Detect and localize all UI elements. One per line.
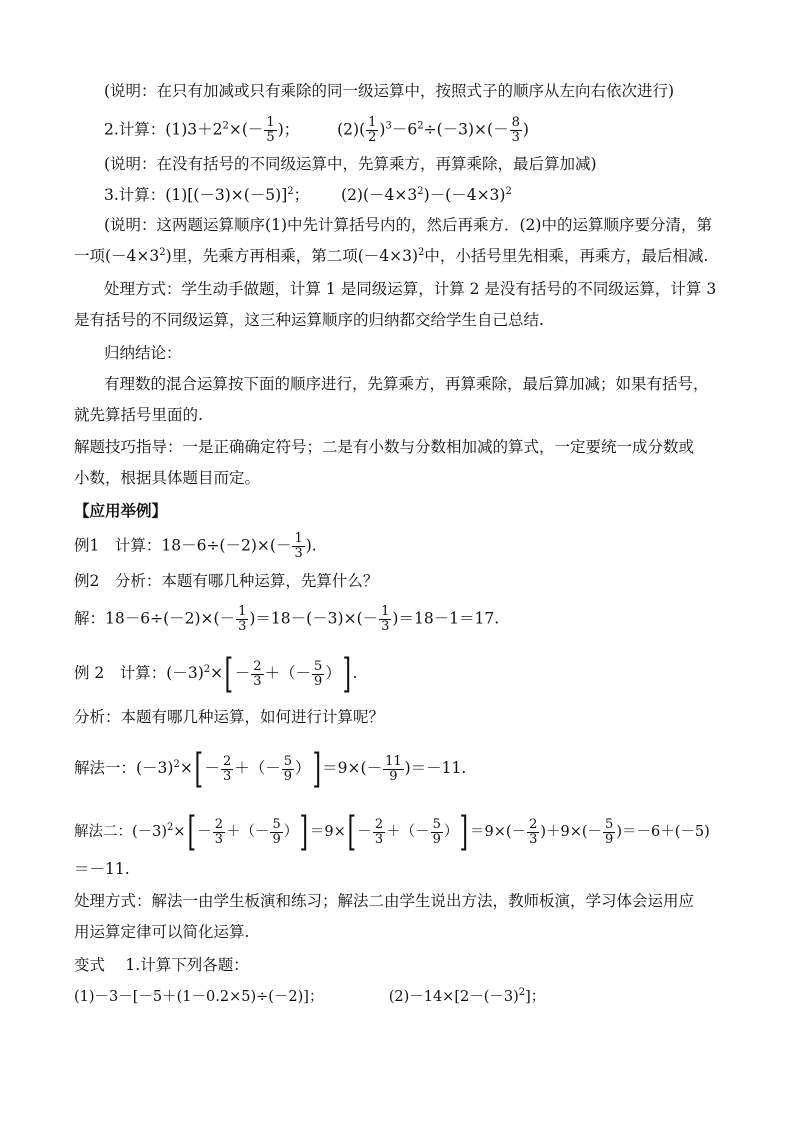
method-1: 解法一：$(-3)^2\times[-$ $\frac{2}{3}$ ＋（－ $\frac{5}{9}$ ）]＝9×(－ $\frac{11}{9}$ )＝－11. (74, 746, 467, 792)
right-bracket: ] (459, 809, 469, 855)
solution-1: 解：18－6÷(－2)×(－ $\frac{1}{3}$ )＝18－(－3)×(－ $\frac{1}{3}$ )＝18－1＝17. (74, 604, 500, 634)
fraction: $\frac{2}{3}$ (253, 658, 262, 689)
note-explanation-line2: 一项$(-4\times 3^2)$里，先乘方再相乘，第二项$(-4\times 3)^2$中，小括号里先相乘，再乘方，最后相减. (74, 247, 709, 265)
right-bracket: ] (342, 651, 351, 697)
fraction: $\frac{5}{9}$ (283, 753, 293, 784)
tips-line1: 解题技巧指导：一是正确确定符号；二是有小数与分数相加减的算式，一定要统一成分数或 (74, 438, 695, 456)
right-bracket: ] (312, 746, 321, 792)
method-2: 解法二：$(-3)^2\times$[ － $\frac{2}{3}$ ＋（－ $\frac{5}{9}$ ）] ＝9×[ － $\frac{2}{3}$ ＋（－ $\frac{5}{9}$ ）] ＝9×(－ $\frac{2}{3}$ )＋9×(－ $\frac{5}{9}$ )＝－6＋(－5) (74, 809, 710, 855)
left-bracket: [ (194, 746, 203, 792)
left-bracket: [ (347, 809, 356, 855)
fraction: $\frac{5}{9}$ (272, 816, 281, 847)
note-same-level: (说明：在只有加减或只有乘除的同一级运算中，按照式子的顺序从左向右依次进行) (104, 82, 675, 100)
variant-title: 变式 1.计算下列各题： (74, 956, 249, 974)
conclusion-line2: 就先算括号里面的. (74, 406, 203, 424)
right-bracket: ] (299, 809, 309, 855)
fraction: $\frac{2}{3}$ (222, 753, 232, 784)
fraction: $\frac{2}{3}$ (214, 816, 223, 847)
fraction: $\frac{5}{9}$ (605, 816, 614, 847)
exercise-2: 2.计算：$(1)3+2^2\times(-$ $\frac{1}{5}$ )； (2)( $\frac{1}{2}$ )$^3-6^2\div(-3)\times(-$ $\frac{8}{3}$ ) (104, 115, 529, 145)
section-title: 【应用举例】 (74, 502, 168, 520)
fraction: $\frac{5}{9}$ (314, 658, 323, 689)
example-2-analysis: 例2 分析：本题有哪几种运算，先算什么？ (74, 572, 379, 590)
fraction: $\frac{1}{5}$ (266, 115, 275, 145)
processing-method-line2: 是有括号的不同级运算，这三种运算顺序的归纳都交给学生自己总结. (74, 311, 544, 329)
exercise-3: 3.计算：$(1)[(-3)\times(-5)]^2$； $(2)(-4\times 3^2)-(-4\times 3)^2$ (104, 186, 512, 204)
fraction: $\frac{5}{9}$ (432, 816, 441, 847)
note-explanation-line1: (说明：这两题运算顺序(1)中先计算括号内的，然后再乘方．(2)中的运算顺序要分清，第 (104, 216, 712, 234)
fraction: $\frac{1}{3}$ (294, 531, 303, 561)
left-bracket: [ (224, 651, 234, 697)
left-bracket: [ (187, 809, 196, 855)
fraction: $\frac{2}{3}$ (374, 816, 384, 847)
processing-method2-line1: 处理方式：解法一由学生板演和练习；解法二由学生说出方法，教师板演，学习体会运用应 (74, 892, 695, 910)
conclusion-line1: 有理数的混合运算按下面的顺序进行，先算乘方，再算乘除，最后算加减；如果有括号， (104, 375, 709, 393)
analysis-2: 分析：本题有哪几种运算，如何进行计算呢？ (74, 708, 385, 726)
processing-method-line1: 处理方式：学生动手做题，计算 1 是同级运算，计算 2 是没有括号的不同级运算，计算 3 (104, 280, 717, 298)
variant-problems: (1)－3－[－5＋(1－0.2×5)÷(－2)]； $(2)-14\times[2-(-3)^2]$； (74, 987, 546, 1005)
fraction: $\frac{1}{3}$ (238, 604, 247, 634)
example-2-calc: 例 2 计算：$(-3)^2\times[-$ $\frac{2}{3}$ ＋（－ $\frac{5}{9}$ ）]. (74, 651, 358, 697)
fraction: $\frac{1}{3}$ (381, 604, 390, 634)
fraction: $\frac{1}{2}$ (368, 115, 377, 145)
tips-line2: 小数，根据具体题目而定。 (74, 469, 261, 487)
example-1: 例1 计算：18－6÷(－2)×(－ $\frac{1}{3}$ ). (74, 531, 317, 561)
fraction: $\frac{8}{3}$ (511, 115, 520, 145)
note-no-brackets: (说明：在没有括号的不同级运算中，先算乘方，再算乘除，最后算加减) (104, 155, 597, 173)
conclusion-title: 归纳结论： (104, 344, 182, 362)
fraction: $\frac{2}{3}$ (529, 816, 538, 847)
fraction: $\frac{11}{9}$ (385, 753, 402, 784)
processing-method2-line2: 用运算定律可以简化运算. (74, 923, 250, 941)
method-2-result: ＝－11. (74, 860, 130, 878)
